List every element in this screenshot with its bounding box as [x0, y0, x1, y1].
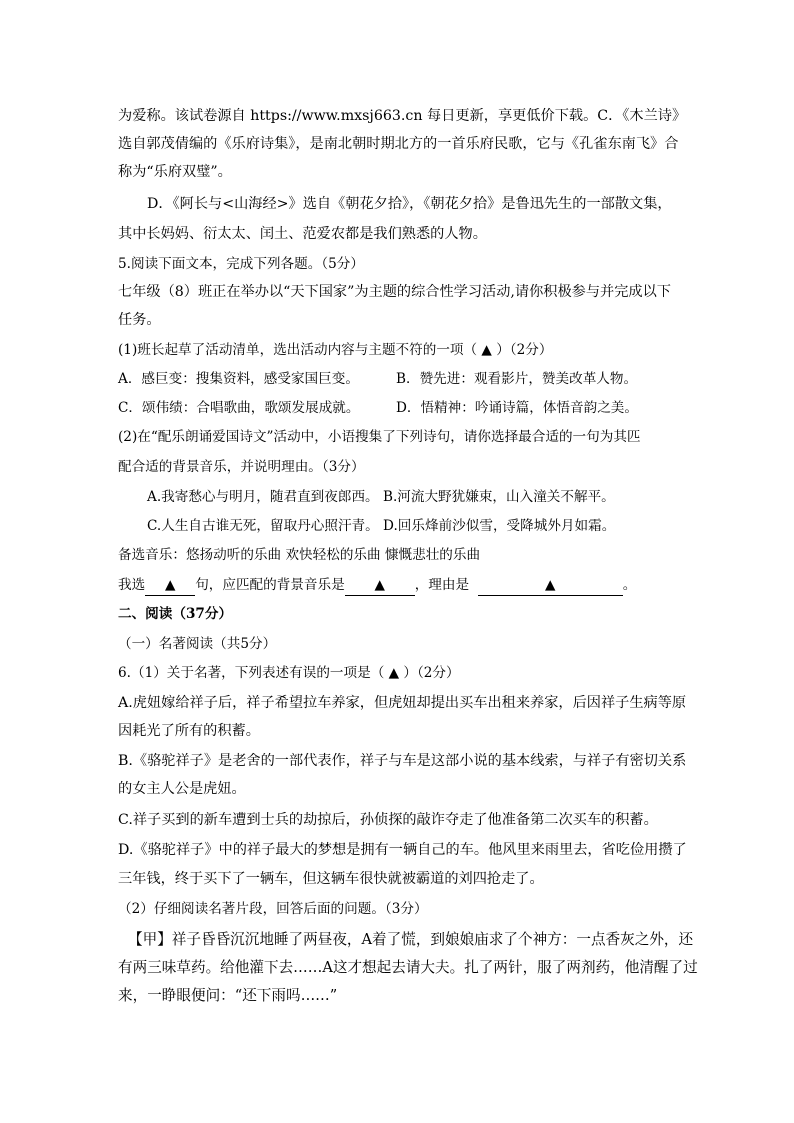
- answer-blank-2: ▲: [345, 575, 415, 596]
- text-line: 其中长妈妈、衍太太、闰土、范爱农都是我们熟悉的人物。: [118, 226, 487, 242]
- excerpt-line: 有两三味草药。给他灌下去……A这才想起去请大夫。扎了两针，服了两剂药，他清醒了过: [118, 959, 698, 976]
- text-line: 配合适的背景音乐，并说明理由。（3分）: [118, 459, 365, 475]
- question-5-title: 5.阅读下面文本，完成下列各题。（5分）: [118, 256, 364, 272]
- poem-options: A.我寄愁心与明月，随君直到夜郎西。 B.河流大野犹嫌束，山入潼关不解平。: [147, 489, 615, 505]
- question-6-2: （2）仔细阅读名著片段，回答后面的问题。（3分）: [118, 901, 428, 917]
- text-line: 为爱称。该试卷源自 https://www.mxsj663.cn 每日更新，享更低价下载。C．《木兰诗》: [118, 108, 687, 124]
- text-line: 任务。: [118, 312, 161, 328]
- answer-prefix: 我选: [118, 577, 146, 593]
- question-5-1: (1)班长起草了活动清单，选出活动内容与主题不符的一项（ ▲ ）（2分）: [118, 342, 553, 358]
- option-c: C．颂伟绩：合唱歌曲，歌颂发展成就。: [118, 400, 360, 416]
- question-5-2: (2)在“配乐朗诵爱国诗文”活动中，小语搜集了下列诗句，请你选择最合适的一句为其匹: [118, 429, 641, 445]
- question-6-1: 6.（1）关于名著，下列表述有误的一项是（ ▲ ）（2分）: [118, 665, 460, 681]
- text-line: 因耗光了所有的积蓄。: [118, 723, 260, 739]
- music-options: 备选音乐：悠扬动听的乐曲 欢快轻松的乐曲 慷慨悲壮的乐曲: [118, 547, 481, 563]
- answer-blank-3: ▲: [478, 575, 623, 596]
- text-line: D．《阿长与<山海经>》选自《朝花夕拾》，《朝花夕拾》是鲁迅先生的一部散文集，: [147, 196, 672, 212]
- excerpt-line: 来，一睁眼便问：“还下雨吗……”: [118, 987, 338, 1004]
- answer-reason-label: ，理由是: [414, 577, 470, 593]
- answer-mid: 句，应匹配的背景音乐是: [195, 577, 345, 593]
- text-line: 选自郭茂倩编的《乐府诗集》，是南北朝时期北方的一首乐府民歌，它与《孔雀东南飞》合: [118, 136, 679, 152]
- option-c: C.祥子买到的新车遭到士兵的劫掠后，孙侦探的敲诈夺走了他准备第二次买车的积蓄。: [118, 812, 658, 828]
- option-b: B．赞先进：观看影片，赞美改革人物。: [396, 371, 638, 387]
- answer-line: [118, 575, 636, 596]
- answer-blank-1: ▲: [145, 575, 195, 596]
- text-line: 三年钱，终于买下了一辆车，但这辆车很快就被霸道的刘四抢走了。: [118, 871, 544, 887]
- option-d: D．悟精神：吟诵诗篇，体悟音韵之美。: [396, 400, 638, 416]
- excerpt-line: 【甲】祥子昏昏沉沉地睡了两昼夜，A着了慌，到娘娘庙求了个神方：一点香灰之外，还: [128, 931, 694, 948]
- option-d: D.《骆驼祥子》中的祥子最大的梦想是拥有一辆自己的车。他风里来雨里去，省吃俭用攒了: [118, 842, 687, 858]
- answer-end: 。: [622, 577, 637, 593]
- option-b: B.《骆驼祥子》是老舍的一部代表作，祥子与车是这部小说的基本线索，与祥子有密切关系: [118, 753, 687, 769]
- text-line: 称为“乐府双璧”。: [118, 164, 232, 180]
- poem-options: C.人生自古谁无死，留取丹心照汗青。 D.回乐烽前沙似雪，受降城外月如霜。: [147, 518, 616, 534]
- option-a: A.虎妞嫁给祥子后，祥子希望拉车养家，但虎妞却提出买车出租来养家，后因祥子生病等原: [118, 695, 687, 711]
- option-a: A．感巨变：搜集资料，感受家国巨变。: [118, 371, 359, 387]
- subsection-heading: （一）名著阅读（共5分）: [118, 636, 277, 652]
- text-line: 的女主人公是虎妞。: [118, 781, 246, 797]
- section-heading: 二、阅读（37分）: [118, 606, 233, 622]
- text-line: 七年级（8）班正在举办以“天下国家”为主题的综合性学习活动,请你积极参与并完成以下: [118, 284, 671, 300]
